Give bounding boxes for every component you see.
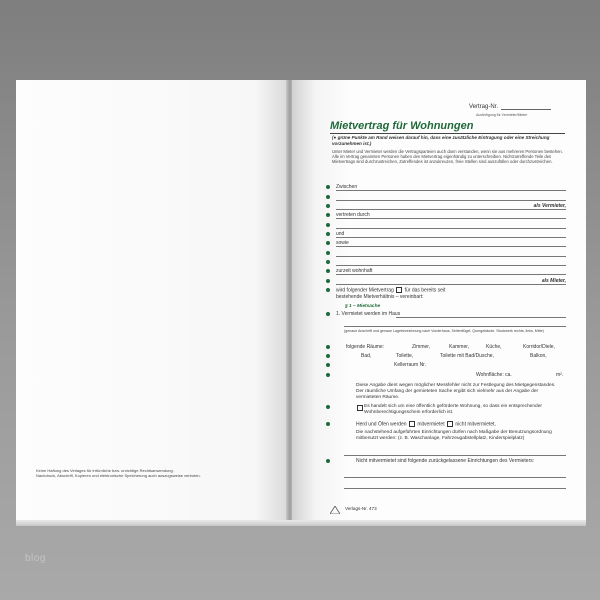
green-dot-icon <box>326 354 330 358</box>
green-dot-icon <box>326 223 330 227</box>
green-dot-note: (● grüne Punkte am Rand weisen darauf hin, dass eine zusätzliche Eintragung oder eine Streichung vorzunehmen ist.) <box>332 135 550 146</box>
right-page <box>292 80 586 520</box>
field-blank-line[interactable] <box>326 259 566 267</box>
field-herd-oefen[interactable] <box>326 421 566 429</box>
balkon-label: Balkon, <box>530 353 547 359</box>
field-einrichtungen-line[interactable] <box>344 449 566 457</box>
green-dot-icon <box>326 251 330 255</box>
green-dot-icon <box>326 345 330 349</box>
field-address[interactable] <box>344 320 566 328</box>
title-rule <box>330 133 565 134</box>
green-dot-icon <box>326 241 330 245</box>
green-dot-icon <box>326 373 330 377</box>
field-wohnflaeche[interactable] <box>326 372 566 380</box>
toilette-mit-bad-label: Toilette mit Bad/Dusche, <box>440 353 494 359</box>
checkbox-nicht-mitvermietet[interactable] <box>447 421 453 427</box>
bad-label: Bad, <box>361 353 372 359</box>
green-dot-icon <box>326 288 330 292</box>
toilette-label: Toilette, <box>396 353 414 359</box>
section-1-heading: § 1 – Mietsache <box>345 304 381 309</box>
field-mieter[interactable] <box>326 278 566 286</box>
und-label: und <box>336 231 345 237</box>
green-dot-icon <box>326 204 330 208</box>
checkbox-mitvermietet[interactable] <box>409 421 415 427</box>
green-dot-icon <box>326 213 330 217</box>
field-raeume-1[interactable] <box>326 344 566 352</box>
contract-number-label: Vertrag-Nr. <box>469 104 499 110</box>
green-dot-icon <box>326 312 330 316</box>
field-blank-line[interactable] <box>344 471 566 479</box>
zurzeit-wohnhaft-label: zurzeit wohnhaft <box>336 268 373 274</box>
field-und[interactable] <box>326 231 566 239</box>
bereits-seit-label: für das bereits seit <box>404 287 446 294</box>
mitvermietet-label: mitvermietet <box>417 421 445 428</box>
disclaimer-note <box>36 468 246 478</box>
field-sowie[interactable] <box>326 240 566 248</box>
disclaimer-line-2: Nachdruck, Abschrift, Kopieren und elektronische Speicherung auch auszugsweise verboten. <box>36 473 201 479</box>
field-blank-line[interactable] <box>344 482 566 490</box>
kueche-label: Küche, <box>486 344 502 350</box>
nicht-mitvermietet-line-label: Nicht mitvermietet sind folgende zurückgelassene Einrichtungen des Vermieters: <box>356 458 535 464</box>
green-dot-icon <box>326 279 330 283</box>
field-blank-line[interactable] <box>326 194 566 202</box>
herd-label: Herd und Öfen werden <box>356 421 407 428</box>
field-nicht-mitvermietet[interactable] <box>326 458 566 466</box>
field-vermieter[interactable] <box>326 203 566 211</box>
sowie-label: sowie <box>336 240 349 246</box>
field-blank-line[interactable] <box>326 250 566 258</box>
checkbox-gefoerdert[interactable] <box>357 405 363 411</box>
folgende-raeume-label: folgende Räume: <box>346 344 385 350</box>
intro-text: Unter Mieter und Vermieter werden die Vertragsparteien auch dann verstanden, wenn sie aus mehreren Personen bestehen. Alle im Vertrag genannten Personen haben den Mietvertrag eigenhändig zu unterschreiben. Nichtzutreffende Teile des Mietvertrags sind durchzustreichen, Zutreffendes ist anzukreuzen, freie Stellen sind auszufüllen oder durchzustreichen. <box>332 149 563 165</box>
kellerraum-label: Kellerraum Nr. <box>394 362 426 368</box>
zwischen-label: Zwischen <box>336 184 358 190</box>
publisher-number: Verlags-Nr. 473 <box>345 506 377 511</box>
green-dot-icon <box>326 363 330 367</box>
open-booklet <box>16 80 586 520</box>
bestehende-label: bestehende Mietverhältnis – vereinbart: <box>336 294 424 300</box>
paragraph-einrichtungen: Die nachstehend aufgeführten Einrichtungen dürfen nach Maßgabe der Benutzungsordnung mitbenutzt werden: (z. B. Waschanlage, Fahrzeugabstellplatz, Kinderspielplatz) <box>356 430 552 441</box>
disclaimer-line-1: Keine Haftung des Verlages für irrtümliche bzw. unrichtige Rechtsanwendung. <box>36 468 174 473</box>
kammer-label: Kammer, <box>449 344 470 350</box>
field-zurzeit-wohnhaft[interactable] <box>326 268 566 276</box>
green-dot-icon <box>326 185 330 189</box>
paragraph-gefoerdert: Es handelt sich um eine öffentlich geförderte Wohnung, so dass ein entsprechender Wohnberechtigungsschein erforderlich ist. <box>364 404 542 415</box>
field-zwischen[interactable] <box>326 184 566 192</box>
field-blank-line[interactable] <box>326 222 566 230</box>
nicht-mitvermietet-label: nicht mitvermietet. <box>455 421 496 428</box>
address-hint: (genaue Anschrift und genaue Lagebezeichnung nach Vorderhaus, Seitenflügel, Quergebäude, Stockwerk rechts, links, Mitte) <box>344 329 544 333</box>
wird-folgender-label: wird folgender Mietvertrag <box>336 287 394 294</box>
bestehende-line <box>326 294 566 302</box>
vertreten-durch-label: vertreten durch <box>336 212 370 218</box>
watermark-text: blog <box>25 553 46 564</box>
green-dot-icon <box>326 260 330 264</box>
contract-number-field[interactable] <box>469 104 551 110</box>
checkbox-bereits-seit[interactable] <box>396 287 402 293</box>
green-dot-icon <box>326 269 330 273</box>
field-vertreten-durch[interactable] <box>326 212 566 220</box>
korridor-label: Korridor/Diele, <box>523 344 555 350</box>
als-mieter-label: als Mieter, <box>541 278 566 284</box>
green-dot-icon <box>326 232 330 236</box>
publisher-logo-icon <box>330 506 340 514</box>
green-dot-icon <box>326 405 330 409</box>
copy-designation: Ausfertigung für Vermieter/Mieter <box>476 113 528 117</box>
green-dot-icon <box>326 195 330 199</box>
left-page <box>16 80 288 520</box>
field-raeume-2[interactable] <box>326 353 566 361</box>
als-vermieter-label: als Vermieter, <box>533 203 566 209</box>
paragraph-messfehler: Diese Angabe dient wegen möglicher Messfehler nicht zur Festlegung des Mietgegenstandes. Der räumliche Umfang der gemieteten Sache ergibt sich vielmehr aus der Angabe der vermieteten Räume. <box>356 383 556 400</box>
field-vermietet-haus[interactable] <box>326 311 566 319</box>
form-title: Mietvertrag für Wohnungen <box>330 120 474 132</box>
zimmer-label: Zimmer, <box>412 344 431 350</box>
field-kellerraum[interactable] <box>326 362 566 370</box>
page-stack-edge <box>16 520 586 526</box>
item-1-label: 1. Vermietet werden im Haus <box>336 311 401 317</box>
green-dot-icon <box>326 459 330 463</box>
contract-number-line <box>501 109 551 110</box>
wohnflaeche-label: Wohnfläche: ca. <box>476 372 512 378</box>
m2-label: m². <box>556 372 564 378</box>
green-dot-icon <box>326 422 330 426</box>
